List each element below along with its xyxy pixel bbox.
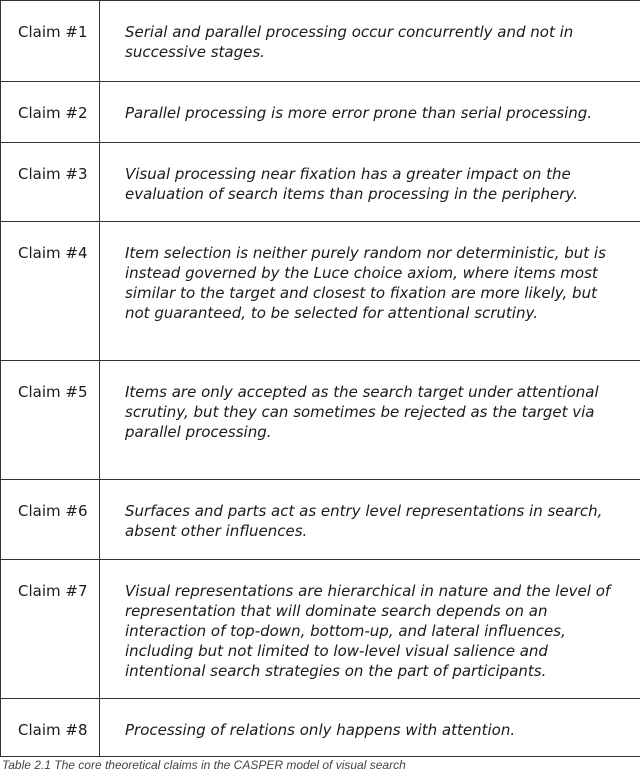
claim-text-cell (100, 82, 640, 143)
claim-text-cell (100, 699, 640, 757)
table-row (1, 1, 640, 82)
claim-label-cell (1, 560, 100, 699)
claim-label-cell (1, 82, 100, 143)
claim-label: Claim #7 (18, 582, 88, 600)
claim-label: Claim #1 (18, 23, 88, 41)
claim-label: Claim #4 (18, 244, 88, 262)
table-row (1, 82, 640, 143)
table-caption: Table 2.1 The core theoretical claims in the CASPER model of visual search (2, 758, 406, 772)
claim-text-cell (100, 143, 640, 222)
claim-label-cell (1, 222, 100, 361)
claim-label-cell (1, 699, 100, 757)
claim-text-cell (100, 560, 640, 699)
claim-label-cell (1, 361, 100, 480)
claim-label: Claim #6 (18, 502, 88, 520)
table-row (1, 222, 640, 361)
table-row (1, 699, 640, 757)
claim-text: Visual processing near fixation has a greater impact on the evaluation of search items than processing in the periphery. (125, 165, 578, 203)
claim-text-cell (100, 480, 640, 560)
claim-label: Claim #5 (18, 383, 88, 401)
claim-text: Items are only accepted as the search target under attentional scrutiny, but they can sometimes be rejected as the target via parallel processing. (125, 383, 599, 441)
claim-text: Visual representations are hierarchical in nature and the level of representation that will dominate search depends on an interaction of top-down, bottom-up, and lateral influences, including but not limited to low-level visual salience and intentional search strategies on the part of participants. (125, 582, 611, 680)
claim-label: Claim #2 (18, 104, 88, 122)
table-row (1, 480, 640, 560)
claim-text-cell (100, 1, 640, 82)
table-row (1, 143, 640, 222)
claim-label: Claim #8 (18, 721, 88, 739)
claim-text-cell (100, 361, 640, 480)
table-row (1, 560, 640, 699)
claim-text-cell (100, 222, 640, 361)
claim-text: Surfaces and parts act as entry level representations in search, absent other influences. (125, 502, 603, 540)
claim-text: Processing of relations only happens with attention. (125, 721, 516, 739)
claim-text: Item selection is neither purely random nor deterministic, but is instead governed by the Luce choice axiom, where items most similar to the target and closest to fixation are more likely, but not guaranteed, to be selected for attentional scrutiny. (125, 244, 606, 322)
claim-label-cell (1, 480, 100, 560)
claim-text: Serial and parallel processing occur concurrently and not in successive stages. (125, 23, 574, 61)
claim-text: Parallel processing is more error prone than serial processing. (125, 104, 593, 122)
claim-label: Claim #3 (18, 165, 88, 183)
claim-label-cell (1, 143, 100, 222)
table-row (1, 361, 640, 480)
claim-label-cell (1, 1, 100, 82)
